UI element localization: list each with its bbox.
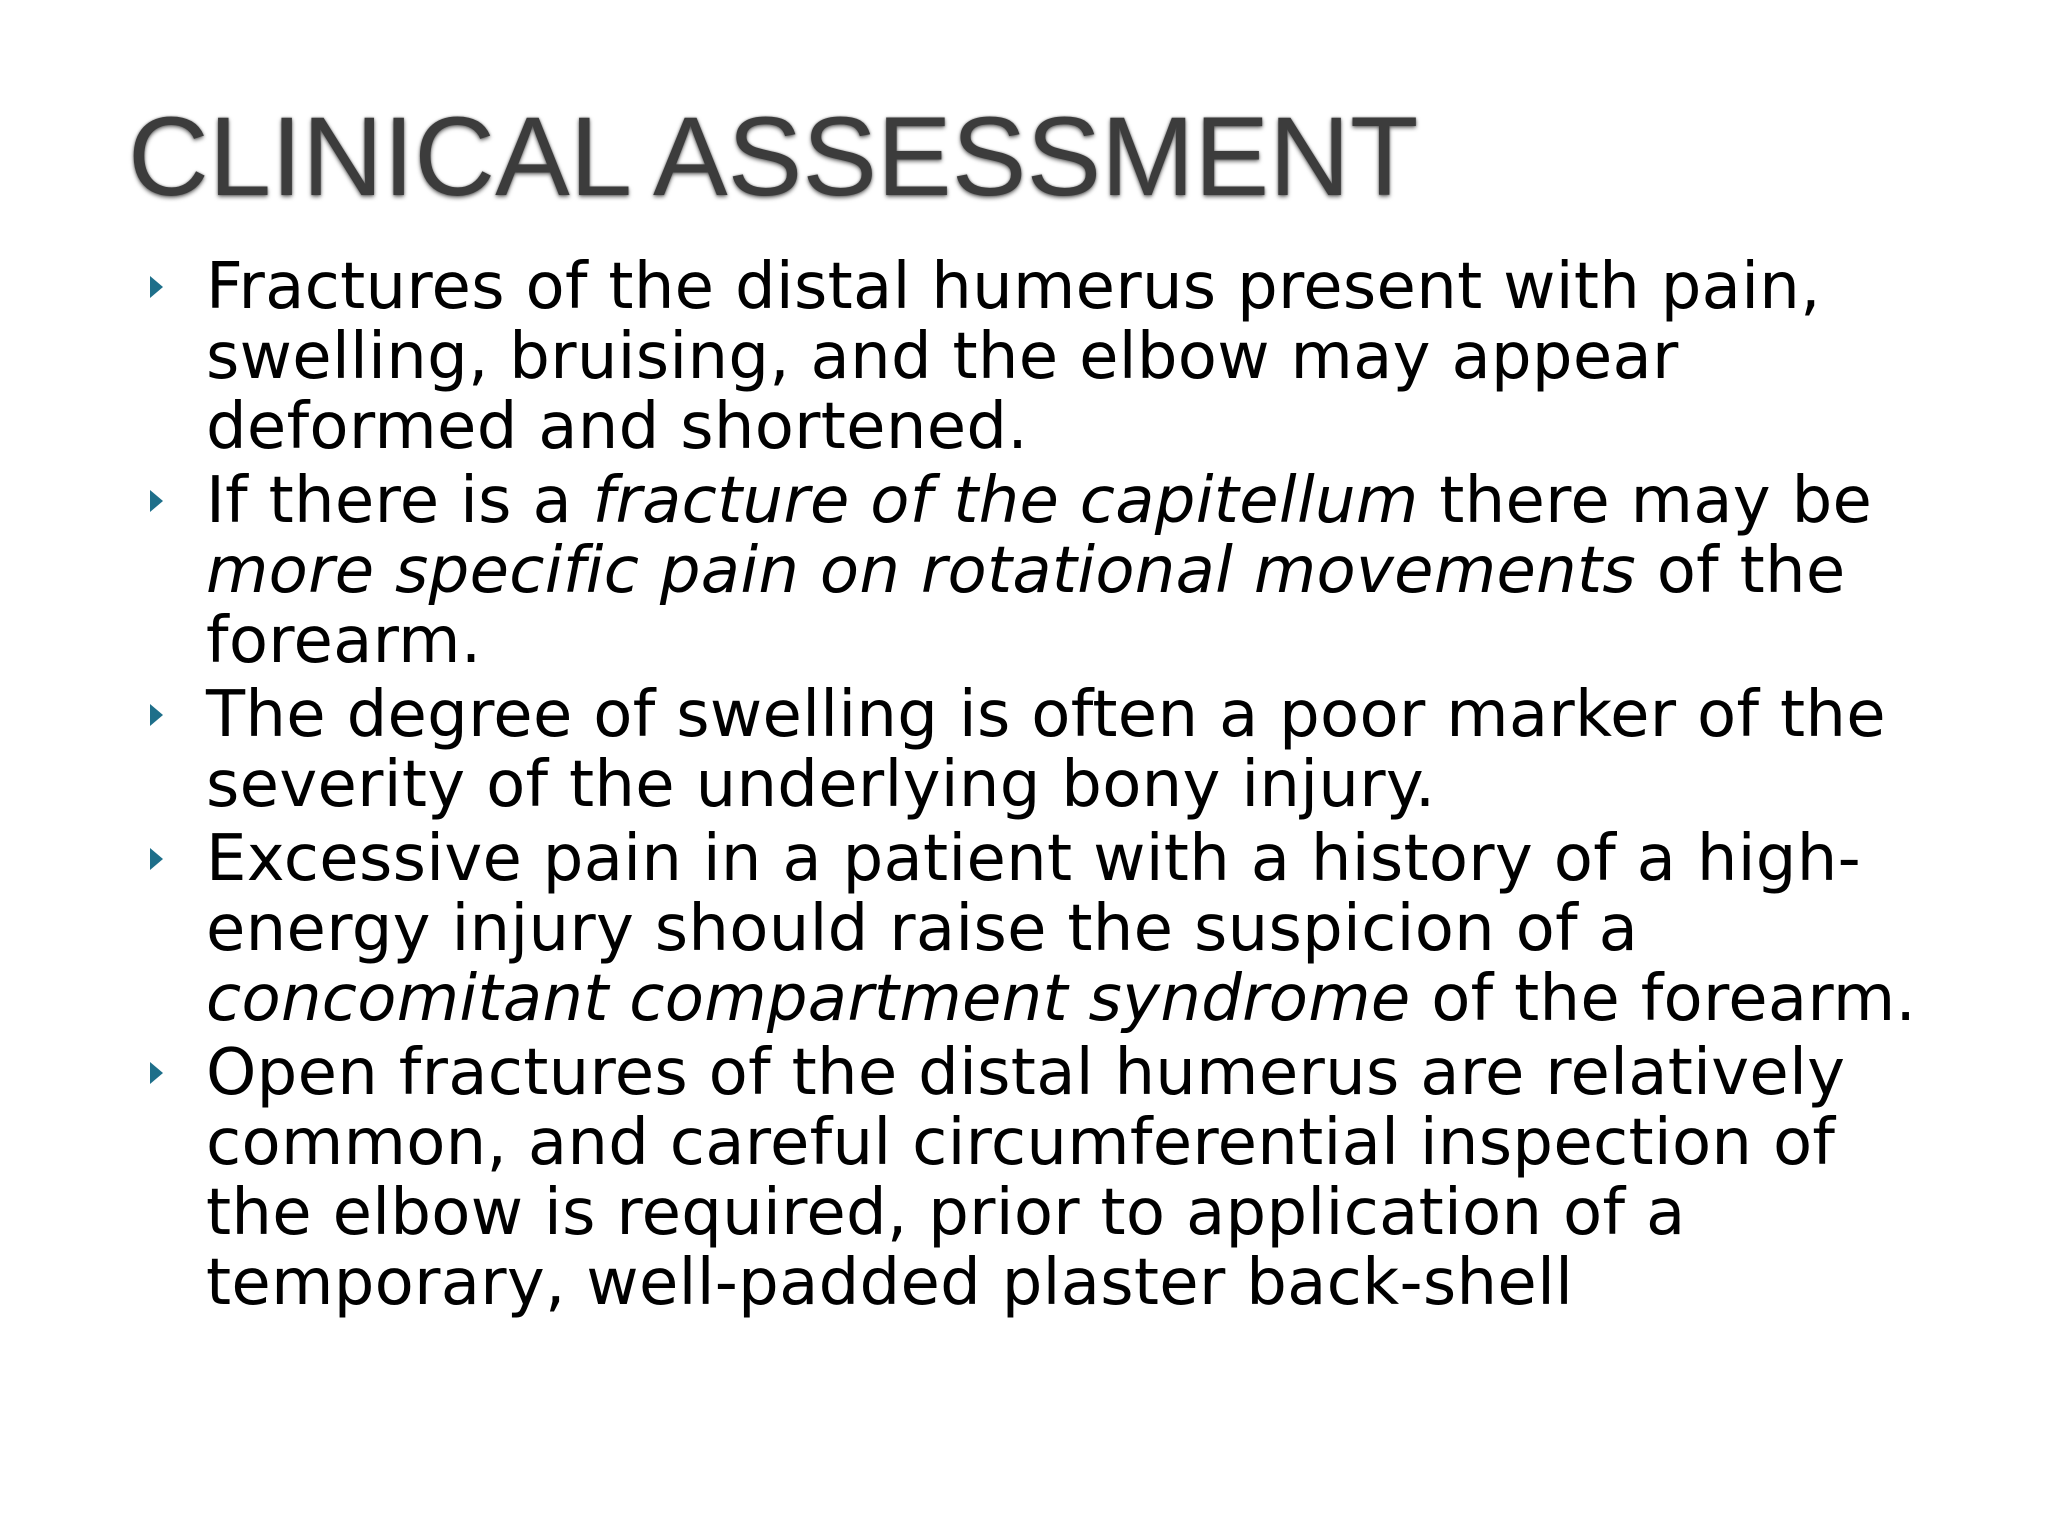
bullet-text: there may be — [1418, 464, 1873, 538]
bullet-item — [136, 680, 1936, 820]
emphasis-text: concomitant compartment syndrome — [206, 962, 1411, 1036]
bullet-text: Open fractures of the distal humerus are relatively common, and careful circumferential inspection of the elbow is required, prior to application of a temporary, well-padded plaster back-shell — [206, 1036, 1846, 1320]
bullet-item — [136, 824, 1936, 1034]
bullet-text: If there is a — [206, 464, 593, 538]
bullet-text: of the forearm. — [206, 534, 1846, 678]
triangle-right-icon — [150, 276, 163, 298]
triangle-right-icon — [150, 490, 163, 512]
emphasis-text: more specific pain on rotational movements — [206, 534, 1637, 608]
triangle-right-icon — [150, 1062, 163, 1084]
bullet-text: of the forearm. — [1410, 962, 1917, 1036]
bullet-text: The degree of swelling is often a poor marker of the severity of the underlying bony injury. — [206, 678, 1886, 822]
triangle-right-icon — [150, 848, 163, 870]
bullet-text: Excessive pain in a patient with a history of a high-energy injury should raise the suspicion of a — [206, 822, 1861, 966]
bullet-list — [136, 252, 1936, 1322]
slide-title: CLINICAL ASSESSMENT — [128, 94, 1419, 219]
bullet-item — [136, 252, 1936, 462]
bullet-item — [136, 1038, 1936, 1318]
emphasis-text: fracture of the capitellum — [592, 464, 1419, 538]
bullet-text: Fractures of the distal humerus present with pain, swelling, bruising, and the elbow may appear deformed and shortened. — [206, 250, 1821, 464]
bullet-item — [136, 466, 1936, 676]
triangle-right-icon — [150, 704, 163, 726]
